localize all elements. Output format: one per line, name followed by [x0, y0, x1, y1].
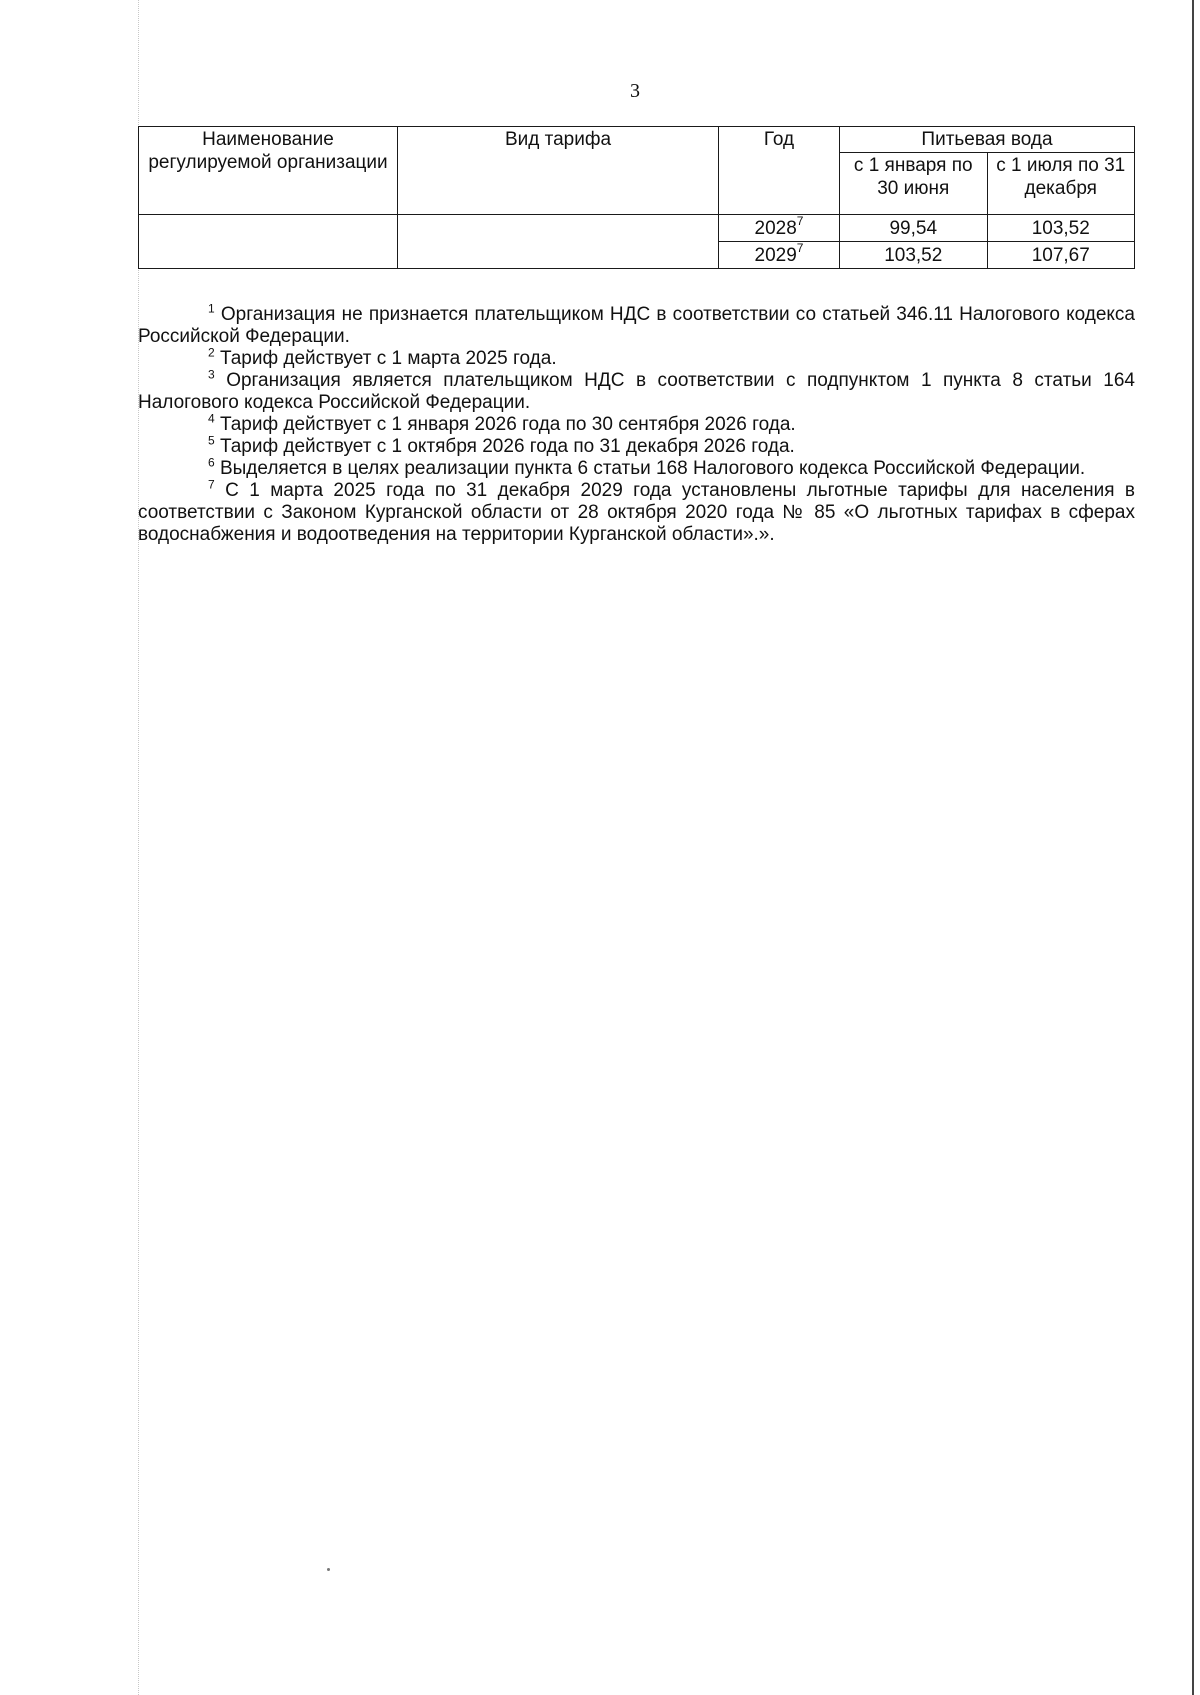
table-row [139, 215, 1135, 242]
cell-period-2: 107,67 [987, 242, 1135, 269]
cell-year [719, 242, 840, 269]
cell-period-1: 99,54 [840, 215, 988, 242]
cell-period-2: 103,52 [987, 215, 1135, 242]
footnote-text: Тариф действует с 1 марта 2025 года. [219, 348, 557, 369]
footnote-text: Тариф действует с 1 января 2026 года по 30 сентября 2026 года. [219, 414, 796, 435]
header-drinking-water: Питьевая вода [840, 127, 1135, 153]
header-year: Год [719, 127, 840, 215]
header-tariff-type: Вид тарифа [398, 127, 719, 215]
footnote [138, 345, 1135, 370]
footnote-mark: 3 [208, 367, 215, 382]
header-organization: Наименование регулируемой организации [139, 127, 398, 215]
scan-speck [327, 1568, 330, 1571]
footnote-mark: 1 [208, 301, 215, 316]
footnote [138, 301, 1135, 348]
year-value: 2029 [754, 244, 797, 266]
footnote [138, 477, 1135, 546]
footnote-mark: 6 [208, 455, 215, 470]
header-period-2: с 1 июля по 31 декабря [987, 153, 1135, 215]
page-number: 3 [630, 80, 640, 102]
year-footnote-mark: 7 [796, 241, 804, 256]
cell-organization [139, 215, 398, 269]
footnote [138, 455, 1135, 480]
footnote [138, 433, 1135, 458]
cell-period-1: 103,52 [840, 242, 988, 269]
footnote-mark: 4 [208, 411, 215, 426]
cell-tariff-type [398, 215, 719, 269]
footnote-text: Организация является плательщиком НДС в соответствии с подпунктом 1 пункта 8 статьи 164 Налогового кодекса Российской Федерации. [138, 370, 1135, 413]
table-header-row [139, 127, 1135, 153]
footnote-mark: 7 [208, 477, 215, 492]
footnote-mark: 2 [208, 345, 215, 360]
footnote-text: С 1 марта 2025 года по 31 декабря 2029 года установлены льготные тарифы для населения в соответствии с Законом Курганской области от 28 октября 2020 года № 85 «О льготных тарифах в сферах водоснабжения и водоотведения на территории Курганской области».». [138, 480, 1135, 545]
year-footnote-mark: 7 [796, 214, 804, 229]
footnotes [138, 301, 1135, 546]
footnote-text: Выделяется в целях реализации пункта 6 статьи 168 Налогового кодекса Российской Федерации. [219, 458, 1086, 479]
tariff-table [138, 126, 1135, 269]
year-value: 2028 [754, 217, 797, 239]
cell-year [719, 215, 840, 242]
footnote-text: Тариф действует с 1 октября 2026 года по 31 декабря 2026 года. [219, 436, 795, 457]
scan-right-edge [1192, 0, 1194, 1695]
footnote-mark: 5 [208, 433, 215, 448]
footnote-text: Организация не признается плательщиком НДС в соответствии со статьей 346.11 Налогового кодекса Российской Федерации. [138, 304, 1135, 347]
footnote [138, 367, 1135, 414]
footnote [138, 411, 1135, 436]
header-period-1: с 1 января по 30 июня [840, 153, 988, 215]
